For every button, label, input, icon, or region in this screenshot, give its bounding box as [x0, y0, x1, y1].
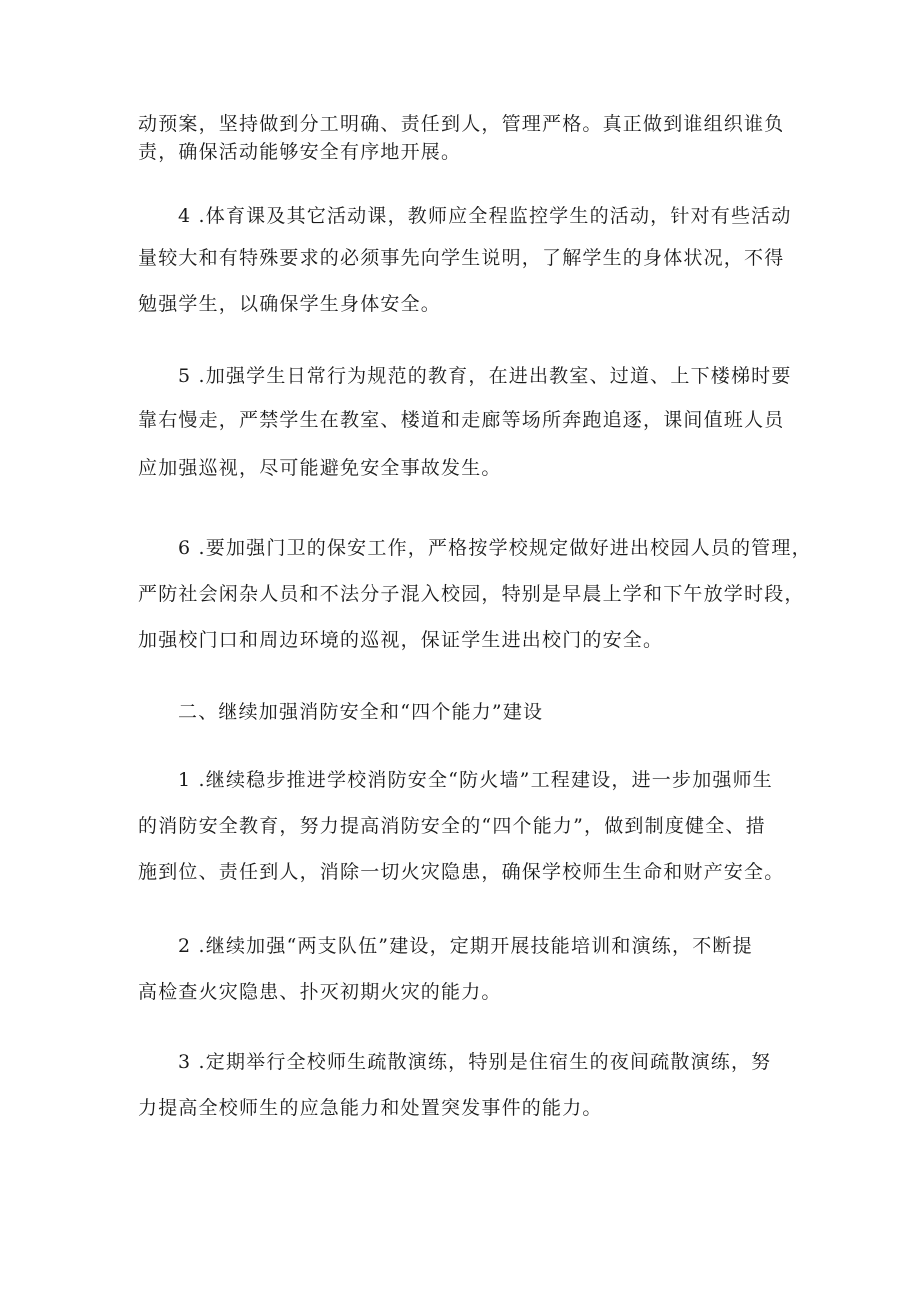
paragraph-item5-line-2: 靠右慢走，严禁学生在教室、楼道和走廊等场所奔跑追逐，课间值班人员: [138, 409, 785, 431]
paragraph-fire3-line-1: 3 .定期举行全校师生疏散演练，特别是住宿生的夜间疏散演练，努: [178, 1051, 772, 1073]
paragraph-item6-line-3: 加强校门口和周边环境的巡视，保证学生进出校门的安全。: [138, 629, 664, 651]
paragraph-item4-line-3: 勉强学生，以确保学生身体安全。: [138, 293, 442, 315]
paragraph-cont-line-1: 动预案，坚持做到分工明确、责任到人，管理严格。真正做到谁组织谁负: [138, 113, 785, 135]
paragraph-fire1-line-1: 1 .继续稳步推进学校消防安全“防火墙”工程建设，进一步加强师生: [178, 769, 773, 791]
paragraph-item5-line-3: 应加强巡视，尽可能避免安全事故发生。: [138, 457, 502, 479]
paragraph-fire1-line-3: 施到位、责任到人，消除一切火灾隐患，确保学校师生生命和财产安全。: [138, 861, 785, 883]
paragraph-fire2-line-1: 2 .继续加强“两支队伍”建设，定期开展技能培训和演练，不断提: [178, 935, 753, 957]
paragraph-item5-line-1: 5 .加强学生日常行为规范的教育，在进出教室、过道、上下楼梯时要: [178, 365, 792, 387]
paragraph-fire2-line-2: 高检查火灾隐患、扑灭初期火灾的能力。: [138, 981, 502, 1003]
paragraph-fire1-line-2: 的消防安全教育，努力提高消防安全的“四个能力”，做到制度健全、措: [138, 815, 766, 837]
paragraph-fire3-line-2: 力提高全校师生的应急能力和处置突发事件的能力。: [138, 1097, 603, 1119]
paragraph-item4-line-2: 量较大和有特殊要求的必须事先向学生说明，了解学生的身体状况，不得: [138, 247, 785, 269]
paragraph-item6-line-1: 6 .要加强门卫的保安工作，严格按学校规定做好进出校园人员的管理，: [178, 537, 812, 559]
section-heading: 二、继续加强消防安全和“四个能力”建设: [178, 701, 544, 723]
paragraph-item4-line-1: 4 .体育课及其它活动课，教师应全程监控学生的活动，针对有些活动: [178, 205, 792, 227]
paragraph-cont-line-2: 责，确保活动能够安全有序地开展。: [138, 141, 462, 163]
paragraph-item6-line-2: 严防社会闲杂人员和不法分子混入校园，特别是早晨上学和下午放学时段，: [138, 583, 805, 605]
